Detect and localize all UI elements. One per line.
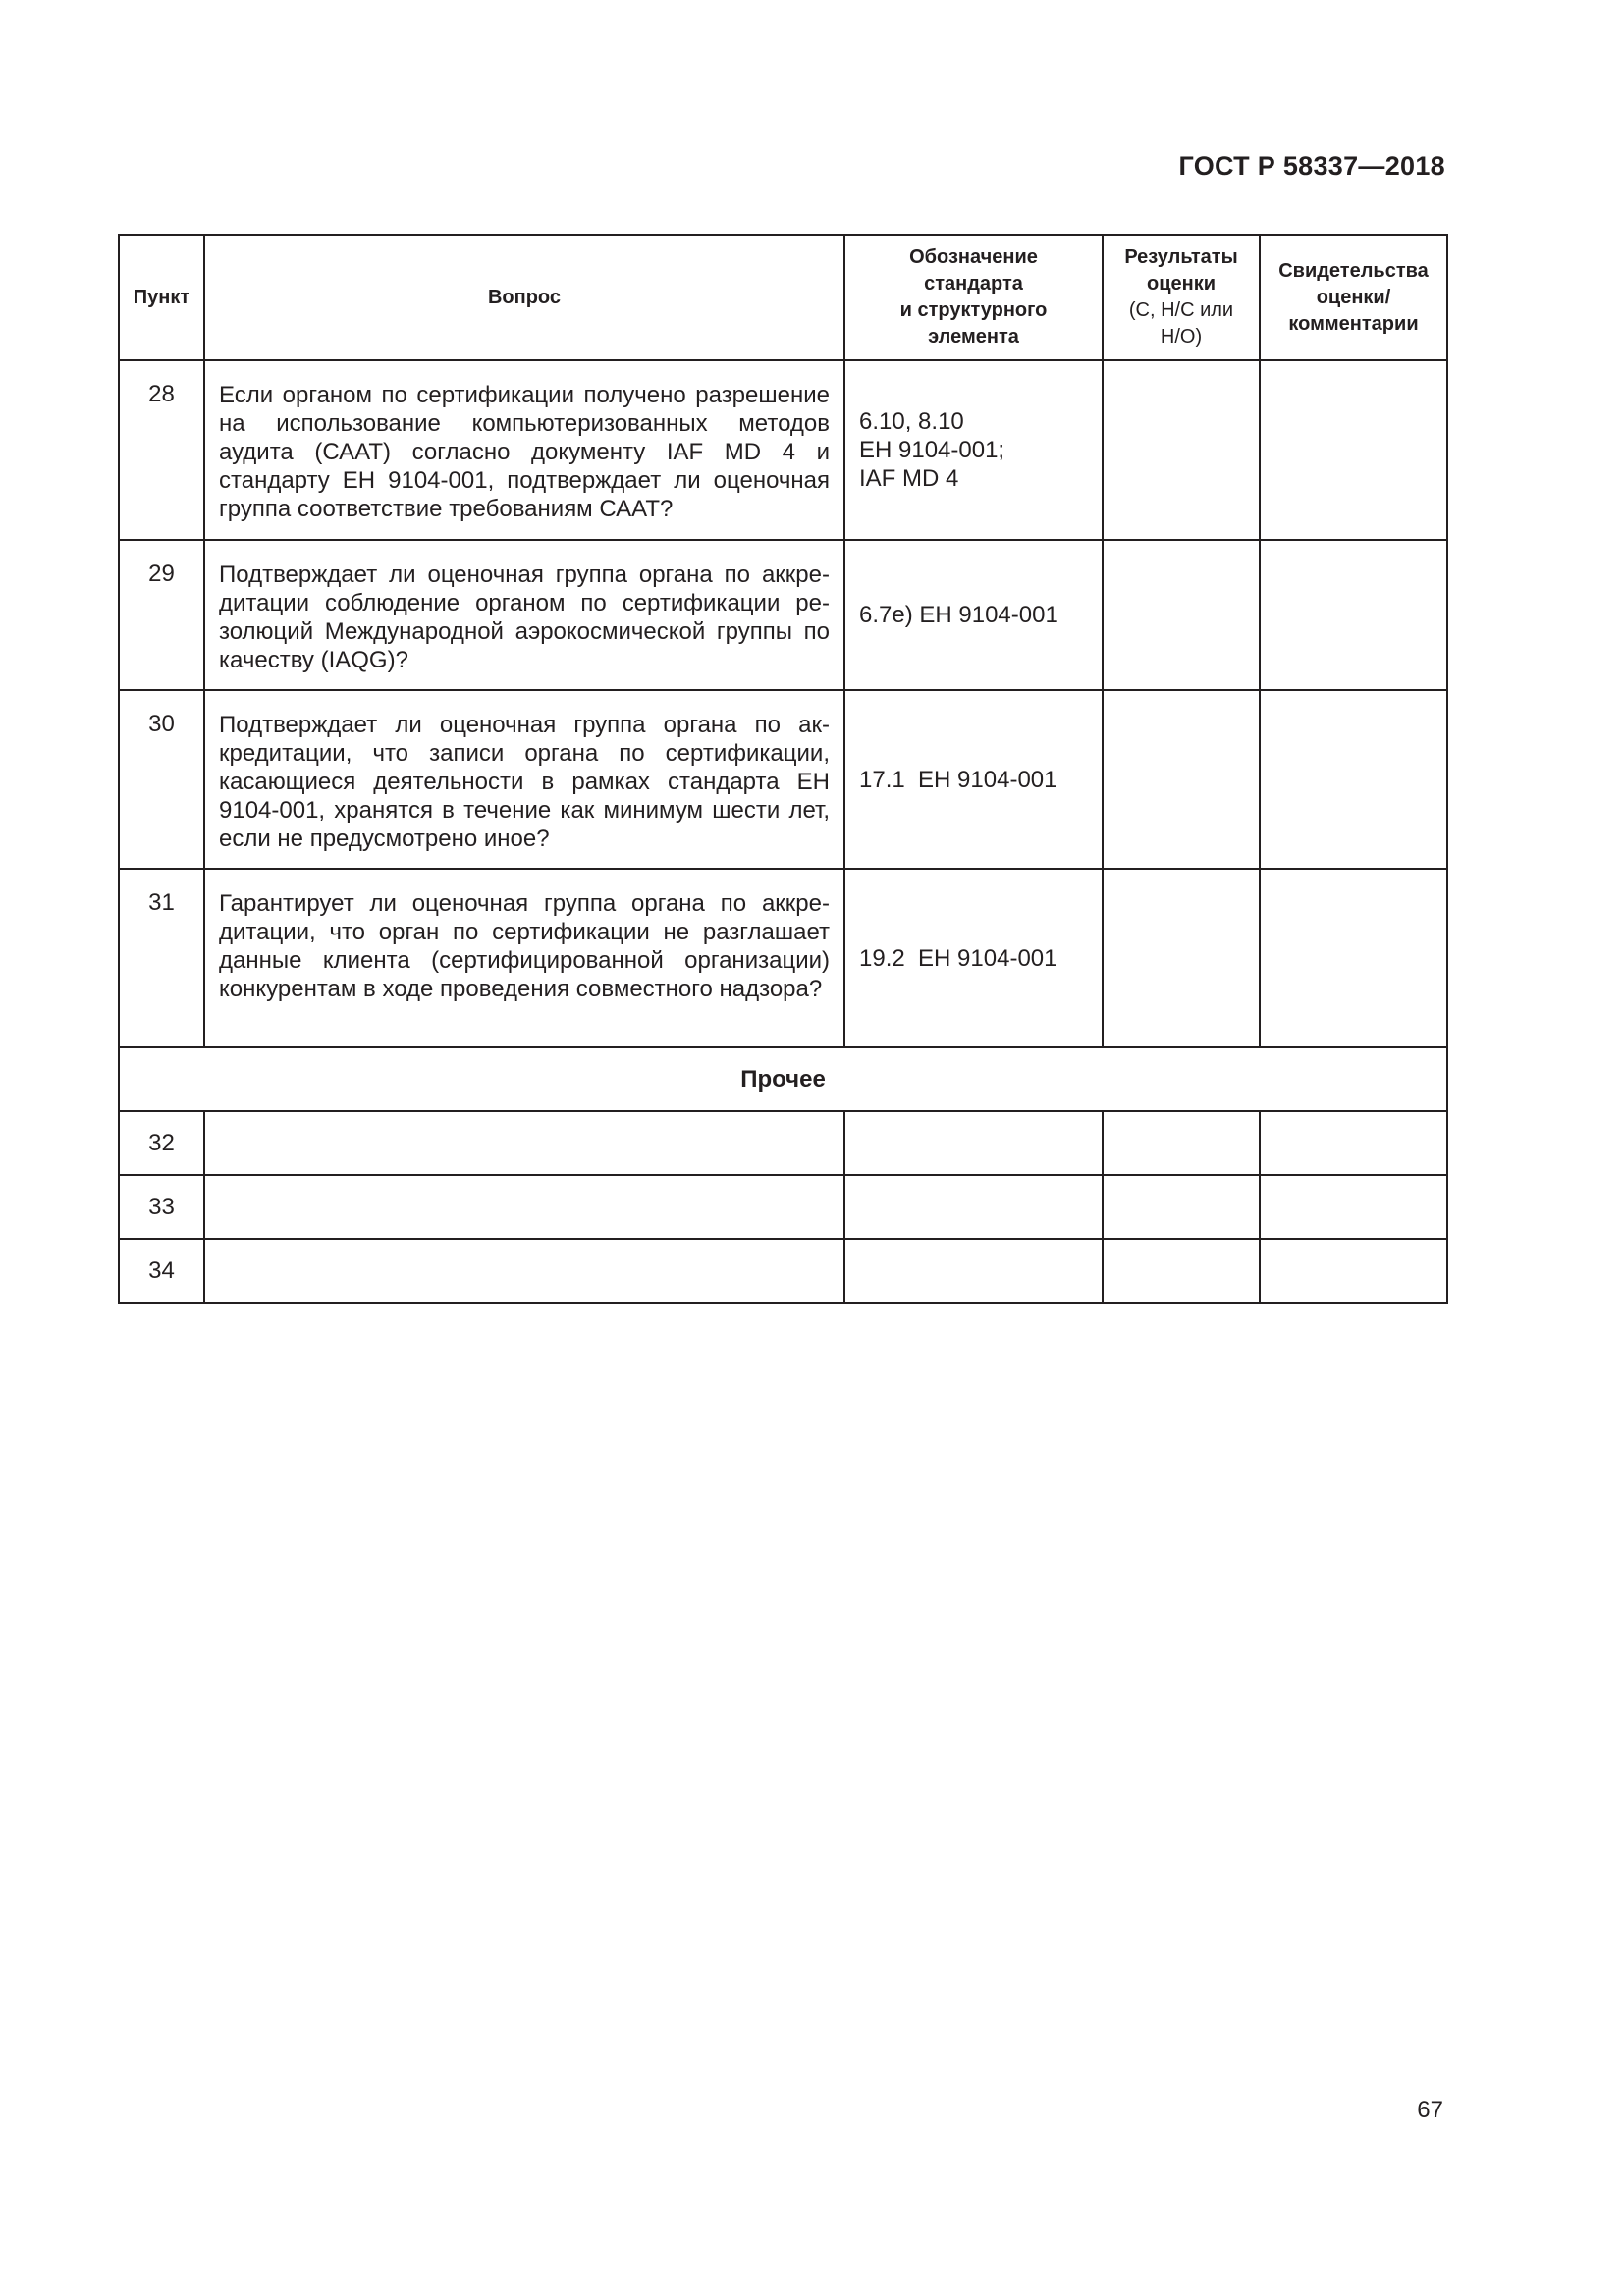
assessment-table [118, 234, 1448, 1304]
evidence-cell[interactable] [1260, 360, 1447, 540]
row-number: 31 [119, 869, 204, 1047]
evidence-cell[interactable] [1260, 540, 1447, 690]
row-number: 34 [119, 1239, 204, 1303]
standard-line: IAF MD 4 [859, 465, 959, 492]
header-line: (С, Н/С или [1128, 299, 1234, 321]
standard-line: 6.7е) ЕН 9104-001 [859, 602, 1058, 628]
column-header-standard [844, 235, 1103, 360]
standard-cell[interactable] [844, 1175, 1103, 1239]
header-line: Обозначение [909, 246, 1038, 268]
evidence-cell[interactable] [1260, 1239, 1447, 1303]
result-cell[interactable] [1103, 1175, 1260, 1239]
result-cell[interactable] [1103, 360, 1260, 540]
document-code: ГОСТ Р 58337—2018 [1178, 151, 1445, 181]
standard-reference [844, 360, 1103, 540]
standard-line: 19.2 ЕН 9104-001 [859, 944, 1057, 972]
result-cell[interactable] [1103, 1239, 1260, 1303]
section-row [119, 1047, 1447, 1111]
section-title: Прочее [119, 1047, 1447, 1111]
question-text: Если органом по сертификации получено разрешение на использование компьютеризованных методов аудита (САAT) согласно документу IAF MD 4 и стандарту ЕН 9104-001, подтверждает ли оценочная группа соответствие требованиям САAT? [204, 360, 844, 540]
header-line: Свидетельства [1278, 259, 1429, 282]
evidence-cell[interactable] [1260, 690, 1447, 869]
row-number: 30 [119, 690, 204, 869]
page-number: 67 [1417, 2097, 1443, 2123]
header-line: Н/О) [1160, 326, 1203, 347]
result-cell[interactable] [1103, 540, 1260, 690]
standard-cell[interactable] [844, 1111, 1103, 1175]
standard-line: 17.1 ЕН 9104-001 [859, 766, 1057, 793]
column-header-evidence [1260, 235, 1447, 360]
question-text: Подтверждает ли оценочная группа органа по аккредитации, что записи органа по сертификации, касающиеся деятельности в рамках стандарта ЕН 9104-001, хранятся в течение как минимум шести лет, если не предусмотрено иное? [204, 690, 844, 869]
row-number: 29 [119, 540, 204, 690]
standard-reference [844, 869, 1103, 1047]
row-number: 33 [119, 1175, 204, 1239]
question-text: Гарантирует ли оценочная группа органа по аккредитации, что орган по сертификации не разглашает данные клиента (сертифицированной организации) конкурентам в ходе проведения совместного надзора? [204, 869, 844, 1047]
table-row [119, 360, 1447, 540]
standard-reference [844, 690, 1103, 869]
header-line: стандарта [924, 273, 1023, 294]
table-row [119, 1111, 1447, 1175]
table-header-row [119, 235, 1447, 360]
header-line: Результаты [1124, 246, 1238, 268]
table-row [119, 1175, 1447, 1239]
header-line: элемента [928, 326, 1019, 347]
column-header-question: Вопрос [204, 235, 844, 360]
evidence-cell[interactable] [1260, 1175, 1447, 1239]
standard-cell[interactable] [844, 1239, 1103, 1303]
header-line: и структурного [899, 299, 1048, 321]
column-header-num: Пункт [119, 235, 204, 360]
header-line: оценки/ [1316, 286, 1391, 308]
evidence-cell[interactable] [1260, 869, 1447, 1047]
standard-line: ЕН 9104-001; [859, 437, 1005, 463]
question-cell[interactable] [204, 1175, 844, 1239]
row-number: 28 [119, 360, 204, 540]
table-row [119, 1239, 1447, 1303]
result-cell[interactable] [1103, 690, 1260, 869]
evidence-cell[interactable] [1260, 1111, 1447, 1175]
table-row [119, 540, 1447, 690]
row-number: 32 [119, 1111, 204, 1175]
header-line: комментарии [1288, 312, 1419, 335]
question-cell[interactable] [204, 1239, 844, 1303]
table-row [119, 869, 1447, 1047]
table-row [119, 690, 1447, 869]
standard-reference [844, 540, 1103, 690]
result-cell[interactable] [1103, 1111, 1260, 1175]
question-cell[interactable] [204, 1111, 844, 1175]
column-header-results [1103, 235, 1260, 360]
result-cell[interactable] [1103, 869, 1260, 1047]
standard-line: 6.10, 8.10 [859, 408, 964, 435]
header-line: оценки [1146, 273, 1217, 294]
question-text: Подтверждает ли оценочная группа органа по аккредитации соблюдение органом по сертификации резолюций Международной аэрокосмической группы по качеству (IAQG)? [204, 540, 844, 690]
